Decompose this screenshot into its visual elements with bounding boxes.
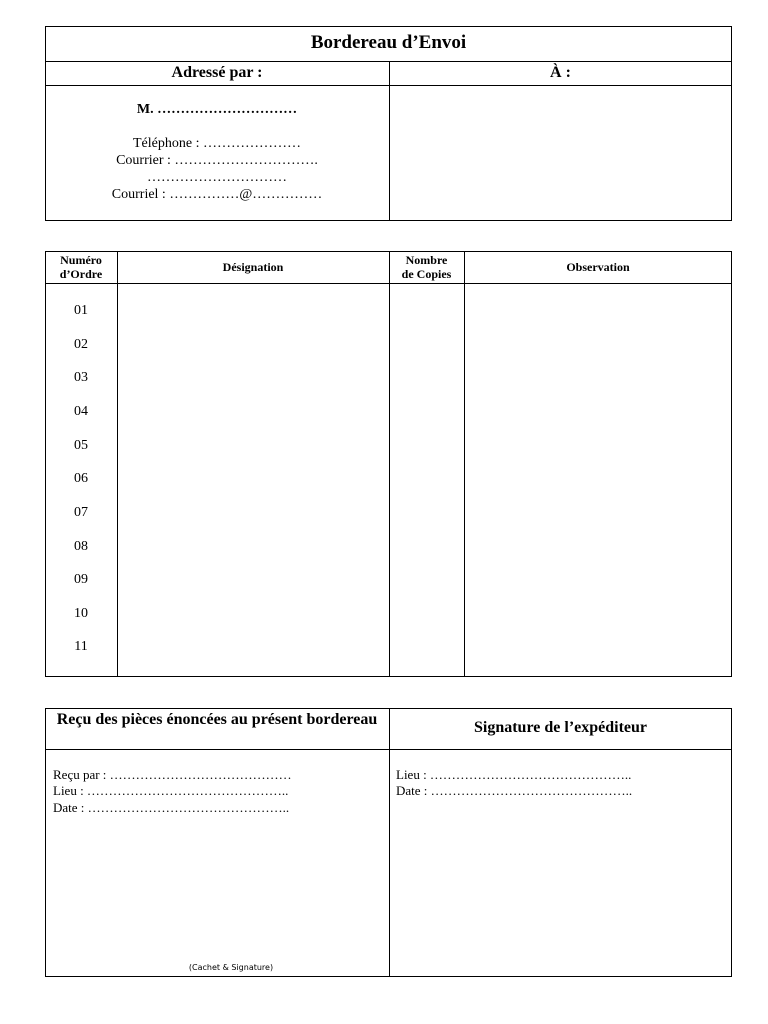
recipient-heading: À : <box>550 64 571 81</box>
row-number: 11 <box>74 639 88 654</box>
items-column-divider-1 <box>117 251 118 677</box>
row-number: 10 <box>74 606 88 621</box>
items-column-divider-2 <box>389 251 390 677</box>
row-number: 08 <box>74 539 88 554</box>
row-number: 01 <box>74 303 88 318</box>
row-number: 06 <box>74 471 88 486</box>
row-number: 05 <box>74 438 88 453</box>
sender-email-field: Courriel : ……………@…………… <box>111 187 323 202</box>
row-number: 07 <box>74 505 88 520</box>
receipt-column-divider <box>389 708 390 977</box>
receipt-place-field: Lieu : ……………………………………….. <box>53 783 289 798</box>
header-order-number <box>45 253 117 281</box>
sender-mail-field-continued: ………………………… <box>147 170 287 185</box>
header-observation: Observation <box>566 260 630 274</box>
row-number: 03 <box>74 370 88 385</box>
sender-name-field: M. ………………………… <box>136 102 298 117</box>
document-title: Bordereau d’Envoi <box>310 32 467 53</box>
receipt-heading: Reçu des pièces énoncées au présent bordereau <box>56 711 378 728</box>
received-by-field: Reçu par : …………………………………… <box>53 767 292 782</box>
row-number: 09 <box>74 572 88 587</box>
items-column-divider-3 <box>464 251 465 677</box>
row-number: 04 <box>74 404 88 419</box>
sender-heading: Adressé par : <box>171 64 263 81</box>
header-designation: Désignation <box>222 260 284 274</box>
signature-place-field: Lieu : ……………………………………….. <box>396 767 632 782</box>
sender-mail-field: Courrier : …………………………. <box>116 153 318 168</box>
sender-signature-heading: Signature de l’expéditeur <box>473 719 648 736</box>
signature-date-field: Date : ……………………………………….. <box>396 783 633 798</box>
header-order-number-line1: Numéro <box>60 253 102 267</box>
header-order-number-line2: d’Ordre <box>59 267 103 281</box>
stamp-caption: (Cachet & Signature) <box>188 963 274 972</box>
header-copies <box>389 253 464 281</box>
header-copies-line1: Nombre <box>405 253 448 267</box>
receipt-date-field: Date : ……………………………………….. <box>53 800 290 815</box>
recipient-area <box>390 86 731 220</box>
row-number: 02 <box>74 337 88 352</box>
sender-phone-field: Téléphone : ………………… <box>133 136 301 151</box>
header-copies-line2: de Copies <box>401 267 452 281</box>
